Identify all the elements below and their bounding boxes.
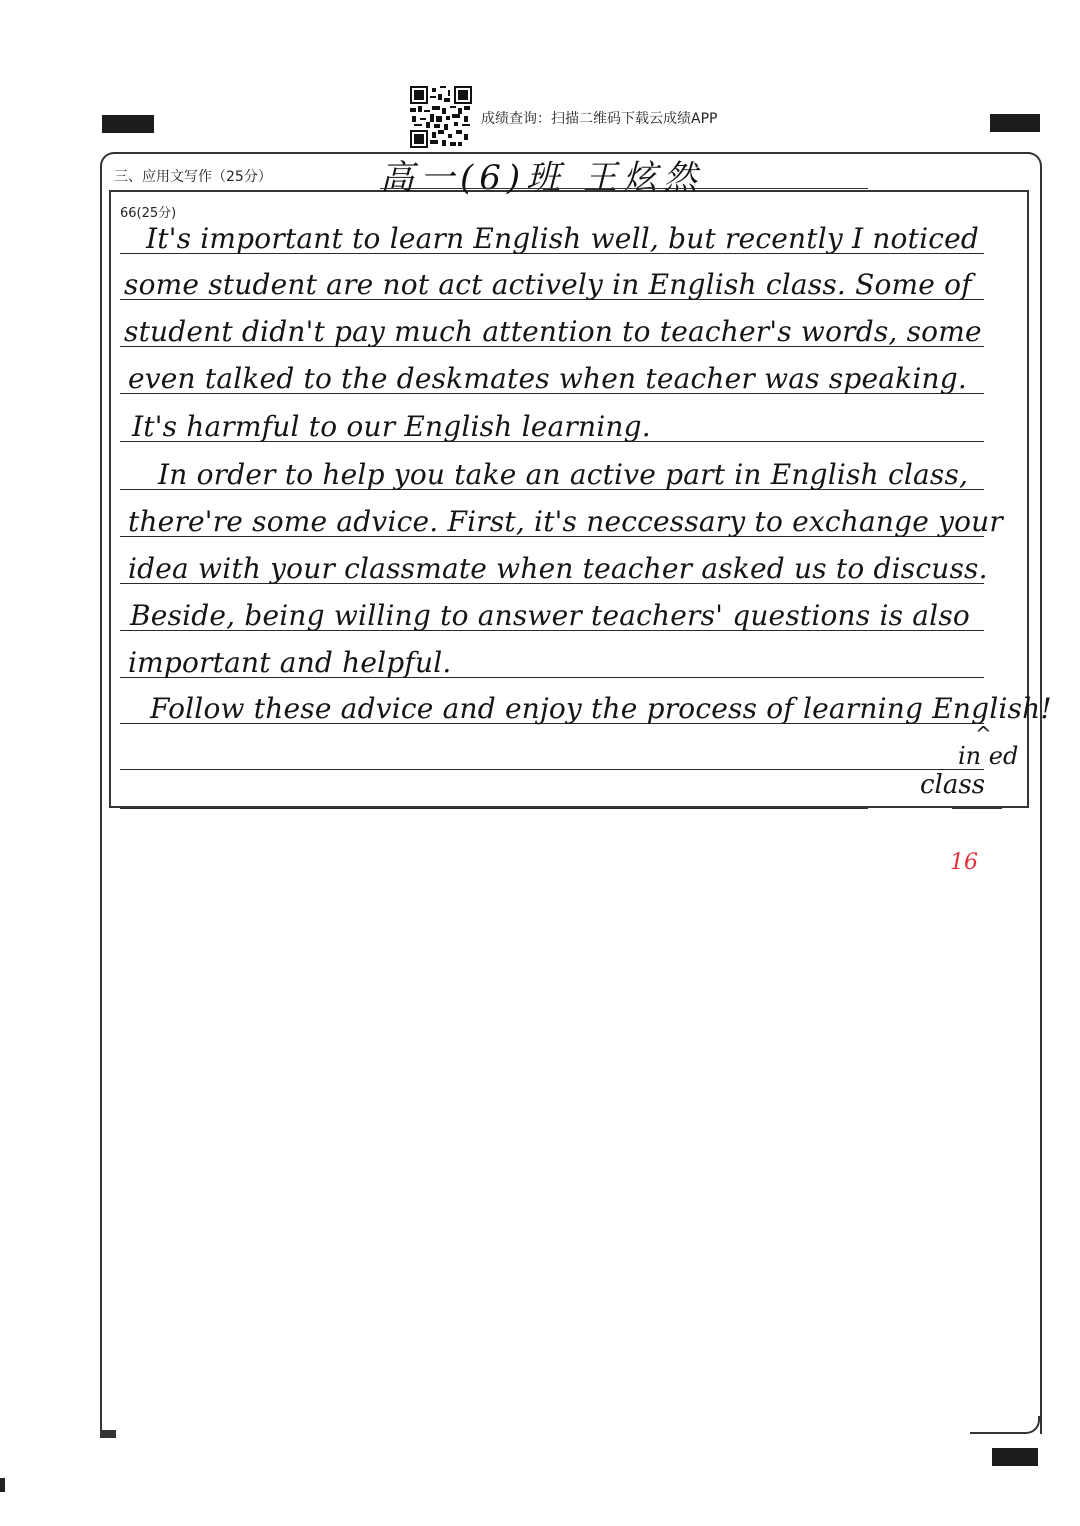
insertion-word: class <box>920 770 986 800</box>
writing-line-end <box>952 808 1002 809</box>
essay-line: student didn't pay much attention to teacher's words, some <box>124 315 982 348</box>
corner-tick-mark <box>0 1478 5 1492</box>
qr-caption: 成绩查询：扫描二维码下载云成绩APP <box>481 111 718 127</box>
essay-line: In order to help you take an active part in English class, <box>158 458 969 491</box>
essay-line: some student are not act actively in English class. Some of <box>124 268 972 301</box>
answer-frame-corner <box>970 1416 1040 1434</box>
header-rule <box>960 152 1030 153</box>
score-mark: 16 <box>950 850 978 875</box>
qr-code-icon <box>410 86 472 148</box>
writing-line <box>120 769 984 770</box>
student-name: 高一(6)班 王炫然 <box>380 158 703 198</box>
registration-mark-top-left <box>102 115 154 133</box>
essay-line: idea with your classmate when teacher asked us to discuss. <box>128 552 988 585</box>
writing-line <box>120 808 868 809</box>
essay-line: Beside, being willing to answer teachers' questions is also <box>130 599 970 632</box>
essay-line: It's harmful to our English learning. <box>132 410 651 443</box>
essay-line: Follow these advice and enjoy the process of learning English! <box>150 692 1052 725</box>
registration-mark-bottom-right <box>992 1448 1038 1466</box>
insertion-mark: in ed <box>958 742 1019 770</box>
essay-line: It's important to learn English well, but recently I noticed <box>146 222 979 255</box>
insertion-caret-icon: ^ <box>975 722 992 746</box>
name-underline <box>380 188 868 189</box>
section-title: 三、应用文写作（25分） <box>114 169 272 185</box>
essay-line: even talked to the deskmates when teacher was speaking. <box>128 362 967 395</box>
essay-line: important and helpful. <box>128 646 452 679</box>
registration-mark-top-right <box>990 114 1040 132</box>
question-number: 66(25分) <box>120 206 177 221</box>
essay-line: there're some advice. First, it's neccessary to exchange your <box>128 505 1003 538</box>
